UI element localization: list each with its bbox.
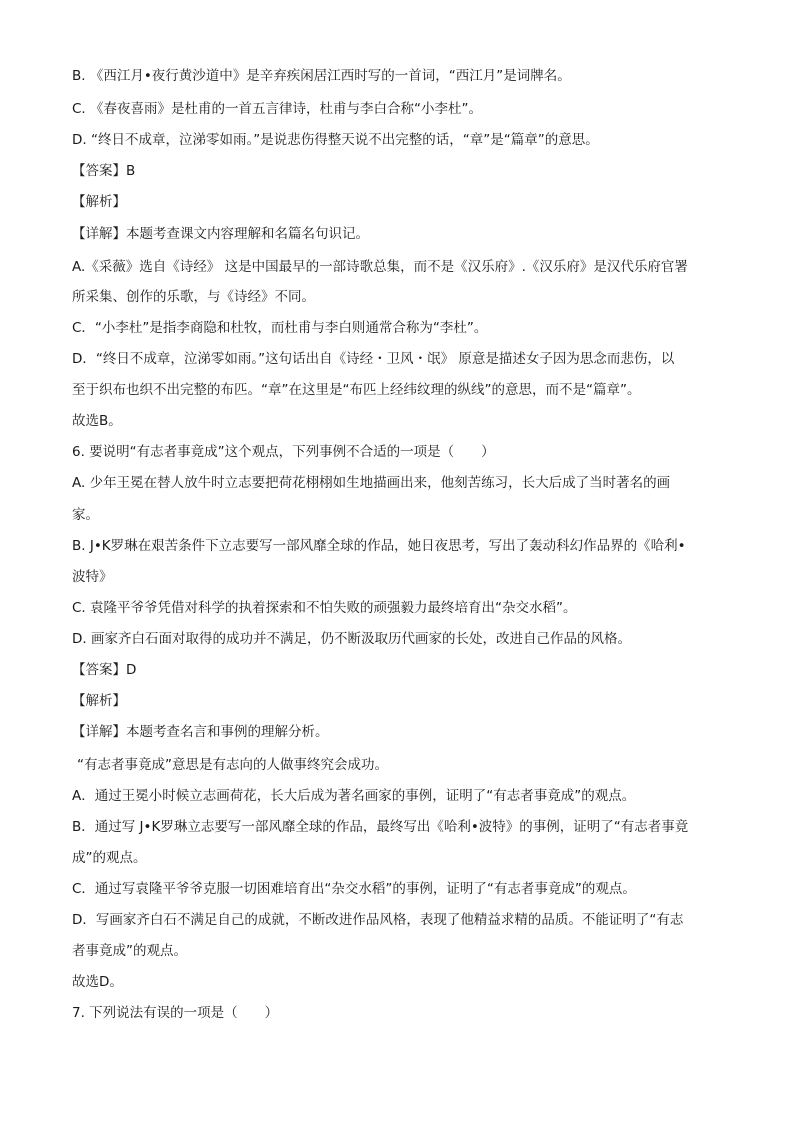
q6-explanation-a: A．通过王冕小时候立志画荷花，长大后成为著名画家的事例，证明了“有志者事竟成”的观点。 (72, 788, 636, 804)
conclusion-b: 故选B。 (72, 413, 122, 429)
q6-explanation-b-line1: B．通过写 J•K罗琳立志要写一部风靡全球的作品，最终写出《哈利•波特》的事例，证明了“有志者事竟 (72, 819, 689, 835)
explanation-d-line2: 至于织布也织不出完整的布匹。“章”在这里是“布匹上经纬纹理的纵线”的意思，而不是“篇章”。 (72, 382, 641, 398)
answer-label: 【答案】B (72, 163, 136, 179)
q6-option-d: D. 画家齐白石面对取得的成功并不满足，仍不断汲取历代画家的长处，改进自己作品的风格。 (72, 631, 631, 647)
question-7: 7. 下列说法有误的一项是（ ） (72, 1005, 279, 1021)
explanation-c: C．“小李杜”是指李商隐和杜牧，而杜甫与李白则通常合称为“李杜”。 (72, 320, 488, 336)
q6-option-b-line1: B. J•K罗琳在艰苦条件下立志要写一部风靡全球的作品，她日夜思考，写出了轰动科幻作品界的《哈利• (72, 538, 686, 554)
q6-explanation-b-line2: 成”的观点。 (72, 850, 147, 866)
q6-explanation-d-line1: D．写画家齐白石不满足自己的成就，不断改进作品风格，表现了他精益求精的品质。不能证明了“有志 (72, 912, 684, 928)
q6-answer-label: 【答案】D (72, 662, 137, 678)
q6-explanation-c: C．通过写袁隆平爷爷克服一切困难培育出“杂交水稻”的事例，证明了“有志者事竟成”的观点。 (72, 881, 636, 897)
q6-meaning: “有志者事竟成”意思是有志向的人做事终究会成功。 (77, 757, 388, 773)
q6-option-b-line2: 波特》 (72, 569, 113, 585)
explanation-a-line1: A.《采薇》选自《诗经》 这是中国最早的一部诗歌总集，而不是《汉乐府》.《汉乐府》是汉代乐府官署 (72, 259, 688, 275)
explanation-d-line1: D．“终日不成章，泣涕零如雨。”这句话出自《诗经・卫风・氓》 原意是描述女子因为思念而悲伤，以 (72, 351, 675, 367)
q6-option-a-line2: 家。 (72, 507, 99, 523)
analysis-label: 【解析】 (72, 194, 126, 210)
explanation-a-line2: 所采集、创作的乐歌，与《诗经》不同。 (72, 289, 315, 305)
q6-analysis-label: 【解析】 (72, 693, 126, 709)
option-c-chunyexiyu: C. 《春夜喜雨》是杜甫的一首五言律诗，杜甫与李白合称“小李杜”。 (72, 101, 482, 117)
option-b-xijiangyue: B. 《西江月•夜行黄沙道中》是辛弃疾闲居江西时写的一首词，“西江月”是词牌名。 (72, 68, 571, 84)
q6-option-a-line1: A. 少年王冕在替人放牛时立志要把荷花栩栩如生地描画出来，他刻苦练习，长大后成了当时著名的画 (72, 475, 671, 491)
q6-explanation-d-line2: 者事竟成”的观点。 (72, 943, 187, 959)
q6-explanation-intro: 【详解】本题考查名言和事例的理解分析。 (72, 724, 329, 740)
option-d-zhongri: D. “终日不成章，泣涕零如雨。”是说悲伤得整天说不出完整的话，“章”是“篇章”的意思。 (72, 132, 599, 148)
explanation-intro: 【详解】本题考查课文内容理解和名篇名句识记。 (72, 226, 369, 242)
q6-conclusion: 故选D。 (72, 974, 123, 990)
question-6: 6. 要说明“有志者事竟成”这个观点，下列事例不合适的一项是（ ） (72, 444, 495, 460)
q6-option-c: C. 袁隆平爷爷凭借对科学的执着探索和不怕失败的顽强毅力最终培育出“杂交水稻”。 (72, 600, 577, 616)
